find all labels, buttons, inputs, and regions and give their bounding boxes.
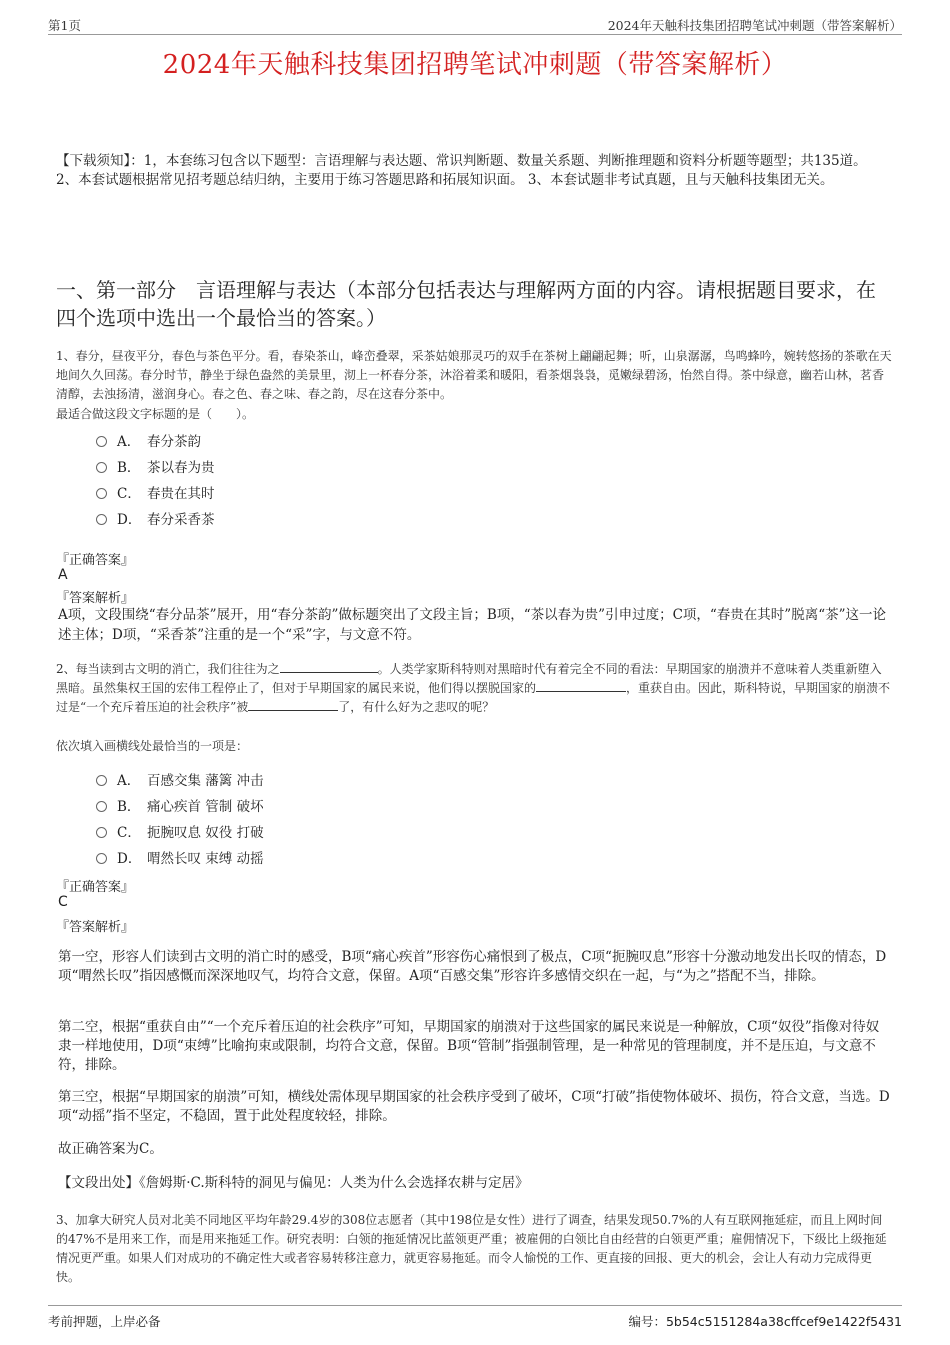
fill-blank-1 <box>280 660 378 673</box>
footer-divider <box>48 1305 902 1306</box>
radio-icon[interactable] <box>96 488 107 499</box>
q1-answer: A <box>58 567 68 583</box>
radio-icon[interactable] <box>96 775 107 786</box>
q2-analysis-para-3: 第三空，根据“早期国家的崩溃”可知，横线处需体现早期国家的社会秩序受到了破坏，C项“打破”指使物体破坏、损伤，符合文意，当选。D项“动摇”指不坚定，不稳固，置于此处程度较轻，排除。 <box>58 1089 890 1124</box>
page-number: 第1页 <box>48 18 81 33</box>
q1-option-c[interactable]: C． 春贵在其时 <box>96 482 215 502</box>
footer-code: 编号：5b54c5151284a38cffcef9e1422f5431 <box>628 1314 902 1329</box>
radio-icon[interactable] <box>96 853 107 864</box>
q1-option-b[interactable]: B． 茶以春为贵 <box>96 456 215 476</box>
q2-analysis-para-1: 第一空，形容人们读到古文明的消亡时的感受，B项“痛心疾首”形容伤心痛恨到了极点，C项“扼腕叹息”形容十分激动地发出长叹的情态，D项“喟然长叹”指因感慨而深深地叹气，均符合文意，保留。A项“百感交集”形容许多感情交织在一起，与“为之”搭配不当，排除。 <box>58 949 887 984</box>
radio-icon[interactable] <box>96 436 107 447</box>
q1-analysis: A项，文段围绕“春分品茶”展开，用“春分茶韵”做标题突出了文段主旨；B项，“茶以春为贵”引申过度；C项，“春贵在其时”脱离“茶”这一论述主体；D项，“采香茶”注重的是一个“采”字，与文意不符。 <box>58 607 887 643</box>
q3-stem: 3、加拿大研究人员对北美不同地区平均年龄29.4岁的308位志愿者（其中198位是女性）进行了调查，结果发现50.7%的人有互联网拖延症，而且上网时间的47%不是用来工作，而是用来拖延工作。研究表明：白领的拖延情况比蓝领更严重；被雇佣的白领比自由经营的白领更严重；雇佣情况下，下级比上级拖延情况更严重。如果人们对成功的不确定性大或者容易转移注意力，就更容易拖延。而令人愉悦的工作、更直接的回报、更大的机会，会让人有动力完成得更快。 <box>56 1213 887 1284</box>
q2-option-b[interactable]: B． 痛心疾首 管制 破坏 <box>96 795 264 815</box>
q1-option-d[interactable]: D． 春分采香茶 <box>96 508 215 528</box>
q2-analysis-conclusion: 故正确答案为C。 <box>58 1141 163 1157</box>
q1-analysis-label: 『答案解析』 <box>56 591 135 606</box>
q1-ask: 最适合做这段文字标题的是（ ）。 <box>56 407 255 421</box>
q1-stem: 1、春分，昼夜平分，春色与茶色平分。看，春染茶山，峰峦叠翠，采茶姑娘那灵巧的双手在茶树上翩翩起舞；听，山泉潺潺，鸟鸣蜂吟，婉转悠扬的茶歌在天地间久久回荡。春分时节，静坐于绿色盎然的美景里，沏上一杯春分茶，沐浴着柔和暖阳，看茶烟袅袅，觅嫩绿碧汤，怡然自得。茶中绿意，幽若山林，茗香清醇，去浊扬清，滋润身心。春之色、春之味、春之韵，尽在这春分茶中。 <box>56 349 892 401</box>
section-title: 一、第一部分 言语理解与表达（本部分包括表达与理解两方面的内容。请根据题目要求，在四个选项中选出一个最恰当的答案。） <box>56 278 876 330</box>
q2-option-a[interactable]: A． 百感交集 藩篱 冲击 <box>96 769 264 789</box>
q2-answer: C <box>58 894 68 910</box>
header-doc-title: 2024年天触科技集团招聘笔试冲刺题（带答案解析） <box>607 18 902 33</box>
page-title: 2024年天触科技集团招聘笔试冲刺题（带答案解析） <box>162 50 788 80</box>
q2-stem: 2、每当读到古文明的消亡，我们往往为之 。人类学家斯科特则对黑暗时代有着完全不同的看法：早期国家的崩溃并不意味着人类重新堕入黑暗。虽然集权王国的宏伟工程停止了，但对于早期国家的属民来说，他们得以摆脱国家的 ，重获自由。因此，斯科特说，早期国家的崩溃不过是“一个充斥着压迫的社会秩序”被 了，有什么好为之悲叹的呢？ <box>56 662 891 714</box>
page-header <box>48 14 902 36</box>
q2-option-d[interactable]: D． 喟然长叹 束缚 动摇 <box>96 847 264 867</box>
q2-analysis-label: 『答案解析』 <box>56 920 135 935</box>
download-notice: 【下载须知】：1，本套练习包含以下题型：言语理解与表达题、常识判断题、数量关系题、判断推理题和资料分析题等题型；共135道。 2、本套试题根据常见招考题总结归纳，主要用于练习答题思路和拓展知识面。 3、本套试题非考试真题，且与天触科技集团无关。 <box>56 153 867 188</box>
q2-source: 【文段出处】《詹姆斯·C.斯科特的洞见与偏见：人类为什么会选择农耕与定居》 <box>58 1175 529 1191</box>
fill-blank-3 <box>248 698 338 711</box>
header-divider <box>48 34 902 35</box>
fill-blank-2 <box>536 679 626 692</box>
q1-option-a[interactable]: A． 春分茶韵 <box>96 430 201 450</box>
q2-analysis-para-2: 第二空，根据“重获自由”“一个充斥着压迫的社会秩序”可知，早期国家的崩溃对于这些国家的属民来说是一种解放，C项“奴役”指像对待奴隶一样地使用，D项“束缚”比喻拘束或限制，均符合文意，保留。B项“管制”指强制管理，是一种常见的管理制度，并不是压迫，与文意不符，排除。 <box>58 1019 880 1073</box>
radio-icon[interactable] <box>96 462 107 473</box>
q1-correct-label: 『正确答案』 <box>56 553 135 568</box>
radio-icon[interactable] <box>96 514 107 525</box>
footer-slogan: 考前押题，上岸必备 <box>48 1314 161 1329</box>
q2-ask: 依次填入画横线处最恰当的一项是： <box>56 739 249 753</box>
q2-correct-label: 『正确答案』 <box>56 880 135 895</box>
radio-icon[interactable] <box>96 801 107 812</box>
q2-option-c[interactable]: C． 扼腕叹息 奴役 打破 <box>96 821 264 841</box>
radio-icon[interactable] <box>96 827 107 838</box>
